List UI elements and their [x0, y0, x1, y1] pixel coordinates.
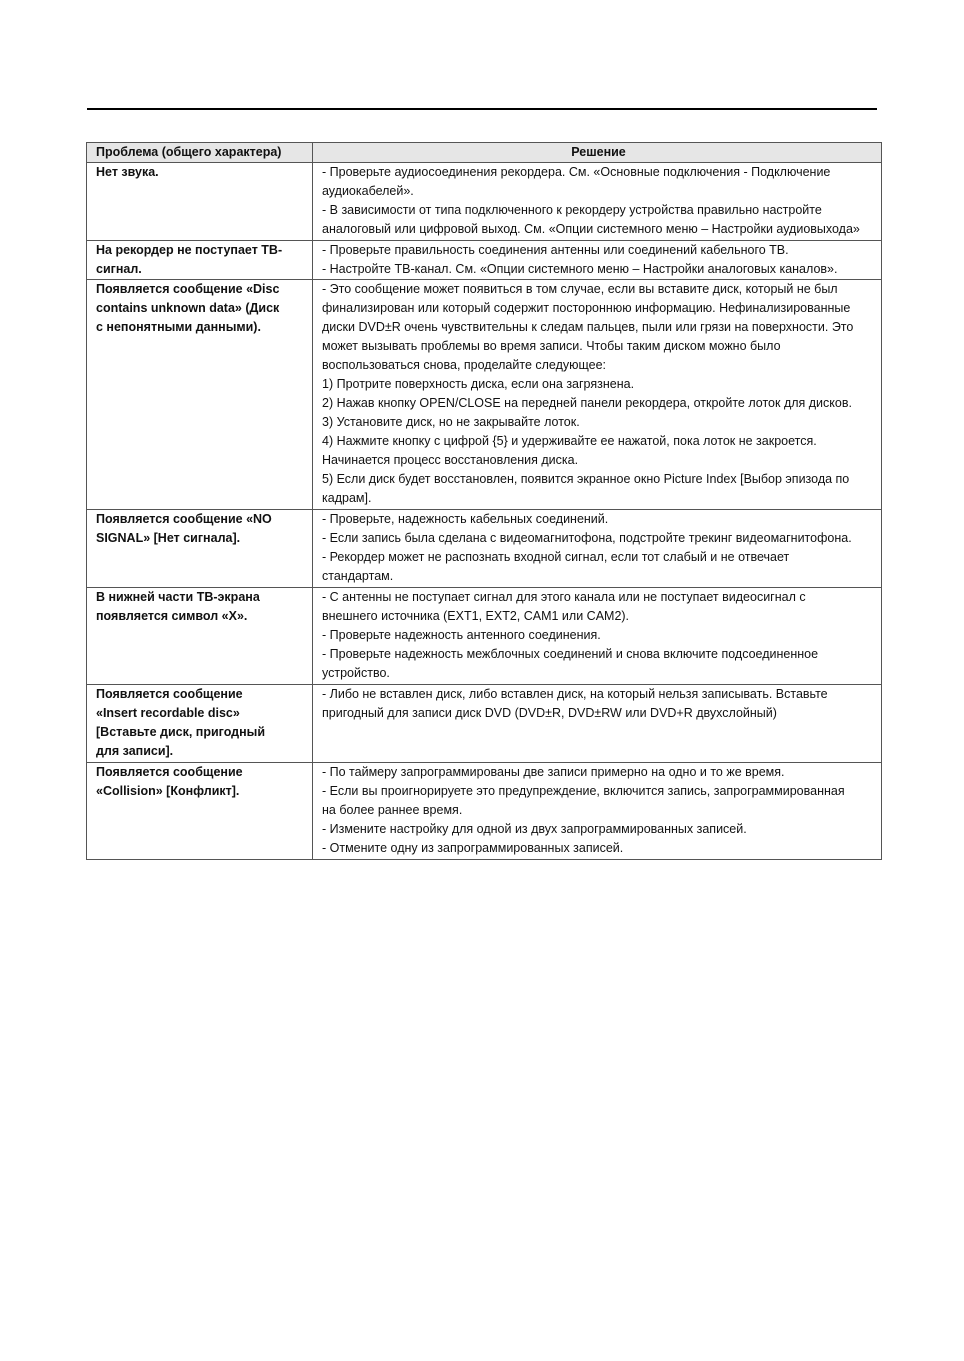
solution-cell: [313, 763, 882, 860]
problem-cell: [87, 763, 313, 860]
table-row: [87, 510, 882, 588]
solution-line: - Проверьте правильность соединения антенны или соединений кабельного ТВ.: [322, 243, 789, 257]
solution-line: - Это сообщение может появиться в том случае, если вы вставите диск, который не был: [322, 282, 838, 296]
table-row: [87, 241, 882, 280]
problem-line: для записи].: [96, 744, 174, 758]
problem-line: contains unknown data» (Диск: [96, 301, 280, 315]
solution-line: 4) Нажмите кнопку с цифрой {5} и удерживайте ее нажатой, пока лоток не закроется.: [322, 434, 817, 448]
problem-cell: [87, 685, 313, 763]
solution-line: - Проверьте надежность антенного соединения.: [322, 628, 601, 642]
header-problem: Проблема (общего характера): [87, 143, 313, 163]
solution-line: кадрам].: [322, 491, 372, 505]
table-header-row: [87, 143, 882, 163]
solution-line: аналоговый или цифровой выход. См. «Опции системного меню – Настройки аудиовыхода»: [322, 222, 860, 236]
problem-line: SIGNAL» [Нет сигнала].: [96, 531, 241, 545]
problem-cell: [87, 510, 313, 588]
problem-line: сигнал.: [96, 262, 142, 276]
solution-line: стандартам.: [322, 569, 394, 583]
solution-line: - Отмените одну из запрограммированных записей.: [322, 841, 624, 855]
solution-line: - Проверьте надежность межблочных соединений и снова включите подсоединенное: [322, 647, 819, 661]
troubleshooting-table: [86, 142, 882, 860]
solution-line: - С антенны не поступает сигнал для этого канала или не поступает видеосигнал с: [322, 590, 806, 604]
solution-line: воспользоваться снова, проделайте следующее:: [322, 358, 607, 372]
solution-line: - Если вы проигнорируете это предупреждение, включится запись, запрограммированная: [322, 784, 845, 798]
problem-line: «Insert recordable disc»: [96, 706, 240, 720]
problem-cell: [87, 280, 313, 510]
problem-line: Появляется сообщение «Disc: [96, 282, 280, 296]
solution-line: - Либо не вставлен диск, либо вставлен диск, на который нельзя записывать. Вставьте: [322, 687, 828, 701]
solution-line: 2) Нажав кнопку OPEN/CLOSE на передней панели рекордера, откройте лоток для дисков.: [322, 396, 852, 410]
solution-line: может вызывать проблемы во время записи. Чтобы таким диском можно было: [322, 339, 781, 353]
table-row: [87, 588, 882, 685]
solution-line: - По таймеру запрограммированы две записи примерно на одно и то же время.: [322, 765, 785, 779]
problem-cell: [87, 163, 313, 241]
solution-line: - Измените настройку для одной из двух запрограммированных записей.: [322, 822, 747, 836]
solution-line: внешнего источника (EXT1, EXT2, CAM1 или CAM2).: [322, 609, 630, 623]
solution-cell: [313, 685, 882, 763]
solution-line: диски DVD±R очень чувствительны к следам пальцев, пыли или грязи на поверхности. Это: [322, 320, 854, 334]
solution-line: - Если запись была сделана с видеомагнитофона, подстройте трекинг видеомагнитофона.: [322, 531, 852, 545]
solution-line: - Проверьте, надежность кабельных соединений.: [322, 512, 609, 526]
problem-line: с непонятными данными).: [96, 320, 261, 334]
solution-line: 5) Если диск будет восстановлен, появится экранное окно Picture Index [Выбор эпизода по: [322, 472, 850, 486]
problem-line: «Collision» [Конфликт].: [96, 784, 240, 798]
solution-line: - Проверьте аудиосоединения рекордера. См. «Основные подключения - Подключение: [322, 165, 831, 179]
top-rule: [87, 108, 877, 110]
solution-line: 3) Установите диск, но не закрывайте лоток.: [322, 415, 580, 429]
problem-cell: [87, 588, 313, 685]
solution-line: пригодный для записи диск DVD (DVD±R, DVD±RW или DVD+R двухслойный): [322, 706, 777, 720]
solution-line: на более раннее время.: [322, 803, 463, 817]
table-row: [87, 685, 882, 763]
solution-cell: [313, 280, 882, 510]
solution-line: - Рекордер может не распознать входной сигнал, если тот слабый и не отвечает: [322, 550, 790, 564]
solution-cell: [313, 241, 882, 280]
solution-line: финализирован или который содержит постороннюю информацию. Нефинализированные: [322, 301, 851, 315]
solution-line: - В зависимости от типа подключенного к рекордеру устройства правильно настройте: [322, 203, 822, 217]
table-row: [87, 763, 882, 860]
solution-cell: [313, 588, 882, 685]
problem-line: Появляется сообщение: [96, 687, 243, 701]
solution-line: устройство.: [322, 666, 390, 680]
header-solution: Решение: [313, 143, 882, 163]
problem-line: Нет звука.: [96, 165, 159, 179]
problem-line: [Вставьте диск, пригодный: [96, 725, 266, 739]
problem-line: На рекордер не поступает ТВ-: [96, 243, 283, 257]
solution-line: 1) Протрите поверхность диска, если она загрязнена.: [322, 377, 635, 391]
table-row: [87, 163, 882, 241]
solution-line: аудиокабелей».: [322, 184, 414, 198]
problem-line: В нижней части ТВ-экрана: [96, 590, 260, 604]
solution-cell: [313, 163, 882, 241]
problem-line: Появляется сообщение «NO: [96, 512, 272, 526]
problem-line: появляется символ «X».: [96, 609, 248, 623]
solution-line: - Настройте ТВ-канал. См. «Опции системного меню – Настройки аналоговых каналов».: [322, 262, 838, 276]
table-row: [87, 280, 882, 510]
problem-line: Появляется сообщение: [96, 765, 243, 779]
solution-line: Начинается процесс восстановления диска.: [322, 453, 579, 467]
solution-cell: [313, 510, 882, 588]
problem-cell: [87, 241, 313, 280]
